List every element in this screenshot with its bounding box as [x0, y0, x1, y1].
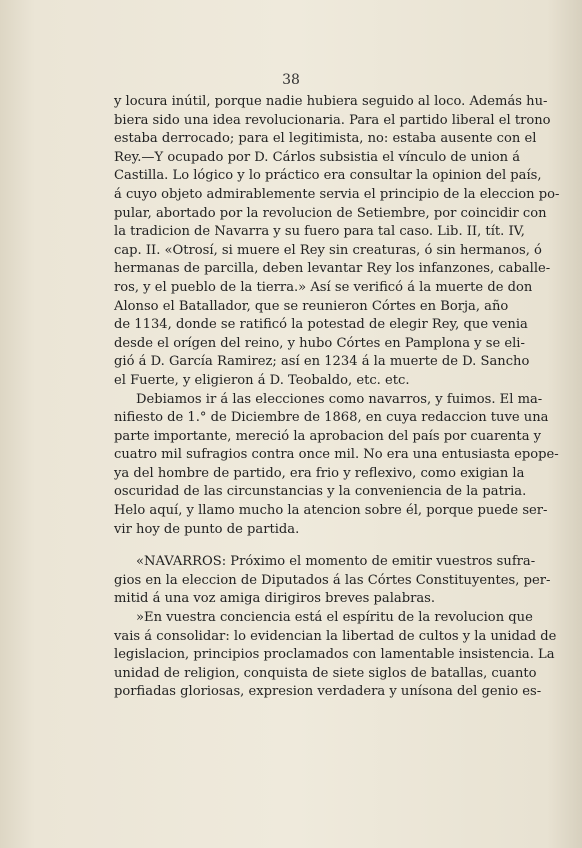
text-line: «NAVARROS: Próximo el momento de emitir vuestros sufra- — [136, 554, 536, 570]
text-line: cuatro mil sufragios contra once mil. No era una entusiasta epope- — [114, 447, 559, 463]
text-line: gió á D. García Ramirez; así en 1234 á la muerte de D. Sancho — [114, 354, 530, 370]
text-line: el Fuerte, y eligieron á D. Teobaldo, etc. etc. — [114, 372, 410, 388]
text-line: vais á consolidar: lo evidencian la libertad de cultos y la unidad de — [114, 628, 557, 644]
paragraph — [114, 609, 557, 702]
page-number: 38 — [282, 72, 300, 88]
text-line: legislacion, principios proclamados con lamentable insistencia. La — [114, 647, 555, 663]
text-line: »En vuestra conciencia está el espíritu de la revolucion que — [136, 610, 533, 626]
text-line: biera sido una idea revolucionaria. Para el partido liberal el trono — [114, 112, 551, 128]
text-line: Helo aquí, y llamo mucho la atencion sobre él, porque puede ser- — [114, 503, 548, 519]
text-line: oscuridad de las circunstancias y la conveniencia de la patria. — [114, 484, 527, 500]
text-line: cap. II. «Otrosí, si muere el Rey sin creaturas, ó sin hermanos, ó — [114, 242, 542, 258]
text-line: y locura inútil, porque nadie hubiera seguido al loco. Además hu- — [114, 94, 548, 109]
text-line: parte importante, mereció la aprobacion del país por cuarenta y — [114, 428, 542, 444]
text-line: ros, y el pueblo de la tierra.» Así se verificó á la muerte de don — [114, 279, 533, 295]
text-line: desde el orígen del reino, y hubo Córtes en Pamplona y se eli- — [114, 335, 525, 351]
paragraph — [114, 391, 559, 540]
text-line: mitid á una voz amiga dirigiros breves palabras. — [114, 591, 436, 607]
text-line: Debiamos ir á las elecciones como navarros, y fuimos. El ma- — [136, 391, 543, 407]
text-line: estaba derrocado; para el legitimista, no: estaba ausente con el — [114, 131, 537, 147]
text-line: Castilla. Lo lógico y lo práctico era consultar la opinion del país, — [114, 168, 542, 184]
text-line: la tradicion de Navarra y su fuero para tal caso. Lib. II, tít. IV, — [114, 224, 525, 240]
text-line: Alonso el Batallador, que se reunieron Córtes en Borja, año — [114, 298, 509, 314]
text-line: pular, abortado por la revolucion de Setiembre, por coincidir con — [114, 205, 547, 221]
text-line: nifiesto de 1.° de Diciembre de 1868, en cuya redaccion tuve una — [114, 410, 549, 426]
text-line: Rey.—Y ocupado por D. Cárlos subsistia el vínculo de union á — [114, 149, 520, 165]
text-line: unidad de religion, conquista de siete siglos de batallas, cuanto — [114, 665, 537, 681]
paragraph — [114, 93, 560, 391]
text-line: á cuyo objeto admirablemente servia el principio de la eleccion po- — [114, 186, 560, 202]
text-line: porfiadas gloriosas, expresion verdadera y unísona del genio es- — [114, 684, 542, 700]
body-text — [114, 93, 560, 702]
text-line: ya del hombre de partido, era frio y reflexivo, como exigian la — [114, 465, 525, 481]
text-line: hermanas de parcilla, deben levantar Rey los infanzones, caballe- — [114, 261, 551, 277]
text-line: vir hoy de punto de partida. — [114, 521, 300, 537]
text-line: gios en la eleccion de Diputados á las Córtes Constituyentes, per- — [114, 572, 551, 588]
text-line: de 1134, donde se ratificó la potestad de elegir Rey, que venia — [114, 317, 528, 333]
paragraph — [114, 553, 551, 609]
